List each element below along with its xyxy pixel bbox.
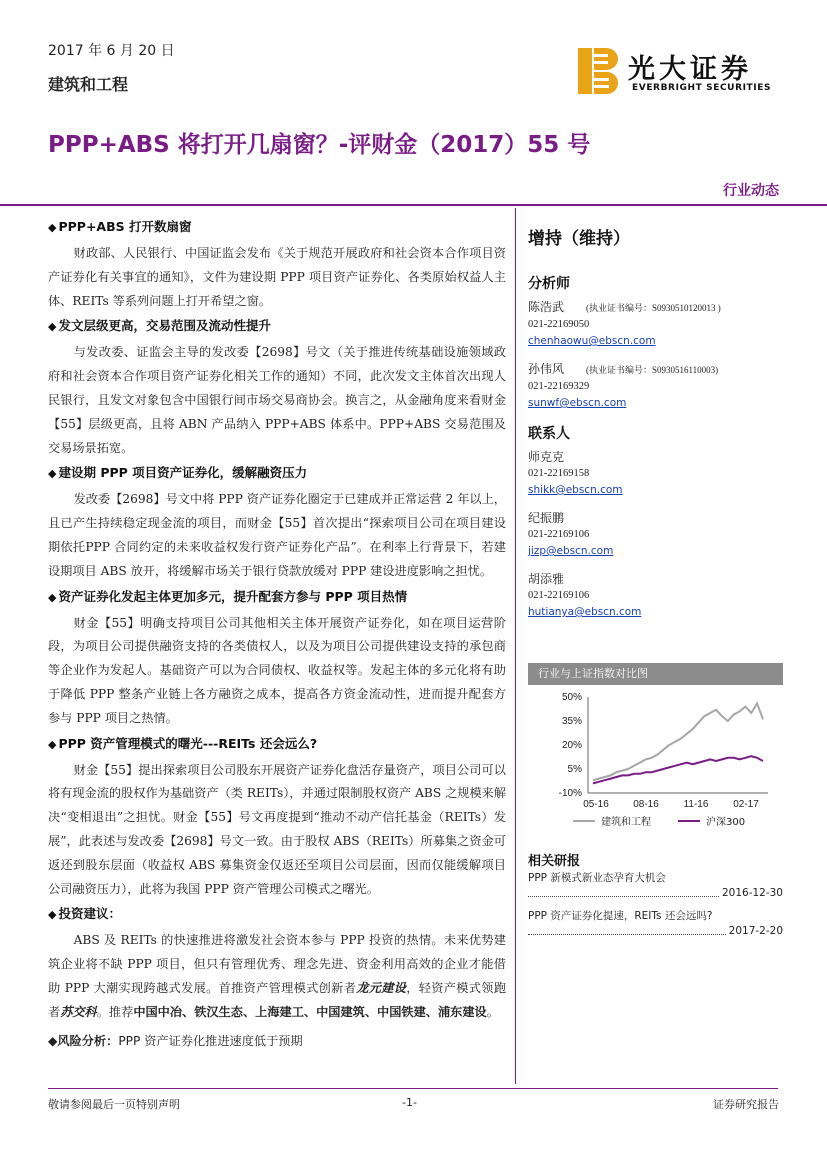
- diamond-bullet-icon: ◆: [48, 1033, 58, 1048]
- analyst-cert: (执业证书编号：S0930510120013 ): [586, 303, 721, 313]
- header-divider: [0, 204, 827, 206]
- highlight-stock: 苏交科: [60, 1004, 97, 1019]
- diamond-bullet-icon: ◆: [48, 221, 57, 234]
- related-report-date: 2017-2-20: [728, 925, 783, 937]
- section-paragraph: 发改委【2698】号文中将 PPP 资产证券化圈定于已建成并正常运营 2 年以上，且已产生持续稳定现金流的项目，而财金【55】首次提出“探索项目公司在项目建设期依托PPP 合同约定的未来收益权发行资产证券化产品”。在利率上行背景下，若建设期项目 ABS 放开，将缓解市场关于银行贷款放缓对 PPP 建设进度影响之担忧。: [48, 492, 506, 578]
- x-tick-label: 05-16: [583, 799, 609, 810]
- chart-plot: [528, 685, 783, 845]
- analyst-email-link[interactable]: chenhaowu@ebscn.com: [528, 335, 656, 347]
- contact-name: 胡添雅: [528, 572, 565, 586]
- investment-text: ，轻资产模式领跑者: [48, 980, 507, 1019]
- related-heading: 相关研报: [528, 854, 581, 869]
- sector-name: 建筑和工程: [48, 75, 129, 94]
- section-paragraph: 财金【55】提出探索项目公司股东开展资产证券化盘活存量资产，项目公司可以将有现金流的股权作为基础资产（类 REITs），并通过限制股权资产 ABS 之规模来解决“变相退出”之担忧。财金【55】号文再度提到“推动不动产信托基金（REITs）发展”，此表述与发改委【2698】号文一致。由于股权 ABS（REITs）所募集之资金可返还到股东层面（收益权 ABS 募集资金仅返还至项目公司层面，因而仅能缓解项目公司融资压力），此将为我国 PPP 资产管理公司模式之曙光。: [48, 762, 507, 896]
- analyst-name: 孙伟风: [528, 362, 565, 376]
- contact-email-link[interactable]: jizp@ebscn.com: [528, 545, 614, 557]
- section-heading: PPP 资产管理模式的曙光---REITs 还会远么?: [58, 735, 318, 751]
- chart-title: 行业与上证指数对比图: [528, 663, 783, 685]
- leader-dots: [528, 924, 726, 935]
- contact-heading: 联系人: [528, 426, 570, 442]
- risk-text: PPP 资产证券化推进速度低于预期: [118, 1033, 303, 1048]
- related-report-date: 2016-12-30: [721, 887, 783, 899]
- y-tick-label: 35%: [561, 716, 582, 727]
- legend-label: 建筑和工程: [601, 817, 651, 828]
- analyst-email-link[interactable]: sunwf@ebscn.com: [528, 397, 627, 409]
- analyst-card: [528, 299, 783, 349]
- contact-card: [528, 510, 783, 559]
- investment-paragraph: [48, 929, 506, 1024]
- section-4: [48, 588, 506, 731]
- section-heading: 发文层级更高，交易范围及流动性提升: [58, 318, 271, 334]
- related-report-item[interactable]: [528, 909, 783, 939]
- related-report-title: PPP 新模式新业态孕育大机会: [528, 872, 666, 884]
- section-2: [48, 317, 506, 460]
- column-divider: [515, 208, 516, 1084]
- report-date: 2017 年 6 月 20 日: [48, 43, 175, 59]
- analyst-card: [528, 361, 783, 411]
- section-5: [48, 735, 506, 902]
- main-column: [48, 214, 506, 1051]
- footer-divider: [48, 1088, 778, 1089]
- y-tick-label: 5%: [567, 764, 582, 775]
- risk-label: 风险分析：: [57, 1033, 119, 1048]
- page-number: -1-: [402, 1096, 417, 1109]
- related-report-item[interactable]: [528, 871, 783, 901]
- investment-text: 。推荐: [96, 1004, 134, 1019]
- section-heading: 资产证券化发起主体更加多元，提升配套方参与 PPP 项目热情: [58, 588, 408, 604]
- footer-disclaimer-note: 敬请参阅最后一页特别声明: [48, 1098, 180, 1111]
- contact-phone: 021-22169106: [528, 529, 590, 540]
- comparison-chart: [528, 663, 783, 845]
- section-paragraph: 与发改委、证监会主导的发改委【2698】号文（关于推进传统基础设施领域政府和社会资本合作项目资产证券化相关工作的通知）不同，此次发文主体首次出现人民银行，且发文对象包含中国银行间市场交易商协会。换言之，从金融角度来看财金【55】层级更高，且将 ABN 产品纳入 PPP+ABS 体系中。PPP+ABS 交易范围及交易场景拓宽。: [48, 345, 506, 455]
- contact-email-link[interactable]: hutianya@ebscn.com: [528, 606, 642, 618]
- x-tick-label: 11-16: [683, 799, 709, 810]
- section-heading: PPP+ABS 打开数扇窗: [58, 219, 192, 234]
- highlight-stock: 龙元建设: [356, 980, 407, 995]
- contact-card: [528, 571, 783, 620]
- y-tick-label: 20%: [561, 740, 582, 751]
- x-tick-label: 08-16: [633, 799, 659, 810]
- contact-card: [528, 449, 783, 498]
- logo-chinese-name: 光大证券: [628, 54, 752, 85]
- contact-phone: 021-22169106: [528, 590, 590, 601]
- diamond-bullet-icon: ◆: [48, 467, 57, 481]
- x-tick-label: 02-17: [733, 799, 759, 810]
- section-1: [48, 218, 506, 313]
- y-tick-label: -10%: [558, 788, 582, 799]
- logo-english-name: EVERBRIGHT SECURITIES: [632, 83, 772, 93]
- recommended-stocks: 中国中冶、铁汉生态、上海建工、中国建筑、中国铁建、浦东建设: [133, 1004, 487, 1019]
- section-paragraph: 财金【55】明确支持项目公司其他相关主体开展资产证券化，如在项目运营阶段，为项目公司提供融资支持的各类债权人，以及为项目公司提供建设支持的承包商等企业作为发起人。基础资产可以为合同债权、收益权等。发起主体的多元化将有助于降低 PPP 整条产业链上各方融资之成本，提高各方资金流动性，进而提升配套方参与 PPP 项目之热情。: [48, 615, 506, 725]
- sidebar: [528, 224, 783, 632]
- analyst-heading: 分析师: [528, 276, 570, 292]
- section-3: [48, 464, 506, 583]
- analyst-phone: 021-22169050: [528, 319, 590, 330]
- analyst-cert: (执业证书编号：S0930516110003): [586, 365, 719, 375]
- analyst-name: 陈浩武: [528, 300, 565, 314]
- y-tick-label: 50%: [561, 692, 582, 703]
- contact-name: 纪振鹏: [528, 511, 565, 525]
- report-type: 行业动态: [723, 183, 779, 199]
- section-heading: 建设期 PPP 项目资产证券化，缓解融资压力: [58, 465, 308, 481]
- contact-name: 师克克: [528, 450, 565, 464]
- related-reports: [528, 850, 783, 947]
- everbright-logo-icon: [578, 48, 618, 94]
- related-report-title: PPP 资产证券化提速，REITs 还会远吗?: [528, 910, 713, 922]
- diamond-bullet-icon: ◆: [48, 590, 57, 604]
- contact-email-link[interactable]: shikk@ebscn.com: [528, 484, 623, 496]
- report-title: PPP+ABS 将打开几扇窗？-评财金（2017）55 号: [48, 132, 591, 158]
- section-investment: [48, 905, 506, 1024]
- series-line: [593, 703, 763, 780]
- diamond-bullet-icon: ◆: [48, 908, 57, 922]
- investment-text: 。: [486, 1004, 499, 1019]
- rating: 增持（维持）: [528, 229, 630, 249]
- series-line: [593, 756, 763, 783]
- diamond-bullet-icon: ◆: [48, 737, 57, 751]
- analyst-phone: 021-22169329: [528, 381, 590, 392]
- section-paragraph: 财政部、人民银行、中国证监会发布《关于规范开展政府和社会资本合作项目资产证券化有关事宜的通知》，文件为建设期 PPP 项目资产证券化、各类原始权益人主体、REITs 等系列问题上打开希望之窗。: [48, 246, 506, 308]
- legend-label: 沪深300: [706, 817, 746, 828]
- footer-report-type: 证券研究报告: [713, 1098, 779, 1111]
- contact-phone: 021-22169158: [528, 468, 590, 479]
- diamond-bullet-icon: ◆: [48, 320, 57, 334]
- risk-analysis: [48, 1031, 506, 1051]
- investment-text: ABS 及 REITs 的快速推进将激发社会资本参与 PPP 投资的热情。未来优势建筑企业将不缺 PPP 项目，但只有管理优秀、理念先进、资金利用高效的企业才能借助 PPP 大潮实现跨越式发展。首推资产管理模式创新者: [48, 933, 506, 995]
- section-heading: 投资建议：: [58, 906, 121, 922]
- leader-dots: [528, 886, 719, 897]
